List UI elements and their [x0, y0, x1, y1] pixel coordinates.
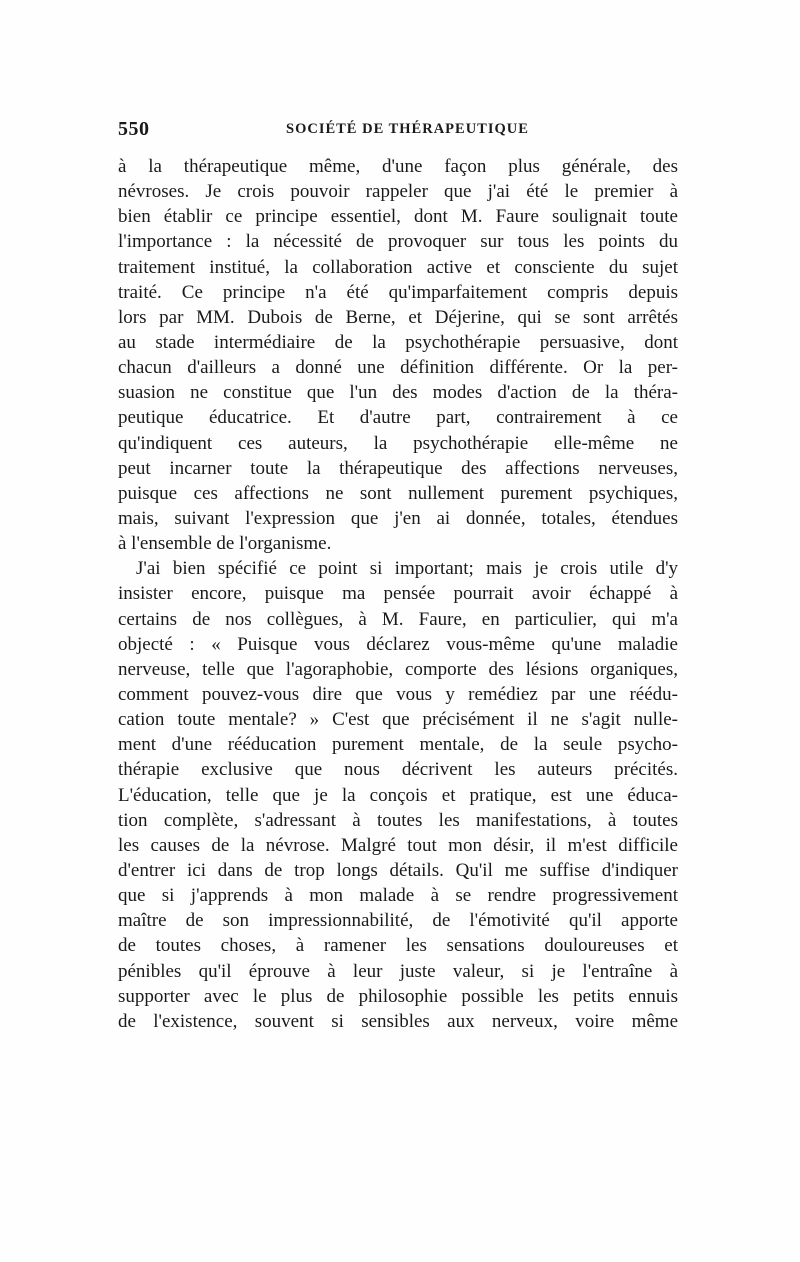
text-line: J'ai bien spécifié ce point si important; mais je crois utile d'y: [136, 558, 678, 580]
text-line: au stade intermédiaire de la psychothérapie persuasive, dont: [118, 331, 678, 353]
text-line: d'entrer ici dans de trop longs détails. Qu'il me suffise d'indiquer: [118, 859, 678, 881]
text-line: mais, suivant l'expression que j'en ai donnée, totales, étendues: [118, 507, 678, 529]
text-line: névroses. Je crois pouvoir rappeler que j'ai été le premier à: [118, 181, 678, 203]
text-line: pénibles qu'il éprouve à leur juste valeur, si je l'entraîne à: [118, 960, 678, 982]
text-line: traité. Ce principe n'a été qu'imparfaitement compris depuis: [118, 281, 678, 303]
text-line: peutique éducatrice. Et d'autre part, contrairement à ce: [118, 407, 678, 429]
text-line: bien établir ce principe essentiel, dont M. Faure soulignait toute: [118, 206, 678, 228]
text-line: thérapie exclusive que nous décrivent les auteurs précités.: [118, 759, 678, 781]
text-line: puisque ces affections ne sont nullement purement psychiques,: [118, 482, 678, 504]
text-line: de l'existence, souvent si sensibles aux nerveux, voire même: [118, 1010, 678, 1032]
text-line: l'importance : la nécessité de provoquer sur tous les points du: [118, 231, 678, 253]
text-line: L'éducation, telle que je la conçois et pratique, est une éduca-: [118, 784, 678, 806]
text-line: certains de nos collègues, à M. Faure, en particulier, qui m'a: [118, 608, 678, 630]
text-line: maître de son impressionnabilité, de l'émotivité qu'il apporte: [118, 910, 678, 932]
text-line: comment pouvez-vous dire que vous y remédiez par une réédu-: [118, 683, 678, 705]
text-line: supporter avec le plus de philosophie possible les petits ennuis: [118, 985, 678, 1007]
text-line: les causes de la névrose. Malgré tout mon désir, il m'est difficile: [118, 834, 678, 856]
page-header: [118, 118, 678, 146]
text-line: à la thérapeutique même, d'une façon plus générale, des: [118, 156, 678, 177]
text-line: qu'indiquent ces auteurs, la psychothérapie elle-même ne: [118, 432, 678, 454]
page-number: 550: [118, 118, 150, 140]
text-line: nerveuse, telle que l'agoraphobie, comporte des lésions organiques,: [118, 658, 678, 680]
text-line: tion complète, s'adressant à toutes les manifestations, à toutes: [118, 809, 678, 831]
text-line: objecté : « Puisque vous déclarez vous-même qu'une maladie: [118, 633, 678, 655]
text-line: chacun d'ailleurs a donné une définition différente. Or la per-: [118, 357, 678, 379]
running-head: SOCIÉTÉ DE THÉRAPEUTIQUE: [286, 121, 529, 137]
text-line: traitement institué, la collaboration active et consciente du sujet: [118, 256, 678, 278]
text-line: que si j'apprends à mon malade à se rendre progressivement: [118, 885, 678, 907]
text-line: peut incarner toute la thérapeutique des affections nerveuses,: [118, 457, 678, 479]
text-line: cation toute mentale? » C'est que précisément il ne s'agit nulle-: [118, 709, 678, 731]
text-line: ment d'une rééducation purement mentale, de la seule psycho-: [118, 734, 678, 756]
body-text: [118, 154, 678, 1034]
text-line: suasion ne constitue que l'un des modes d'action de la théra-: [118, 382, 678, 404]
text-line: lors par MM. Dubois de Berne, et Déjerine, qui se sont arrêtés: [118, 306, 678, 328]
text-line: insister encore, puisque ma pensée pourrait avoir échappé à: [118, 583, 678, 605]
text-line: à l'ensemble de l'organisme.: [118, 533, 332, 555]
text-line: de toutes choses, à ramener les sensations douloureuses et: [118, 935, 678, 957]
